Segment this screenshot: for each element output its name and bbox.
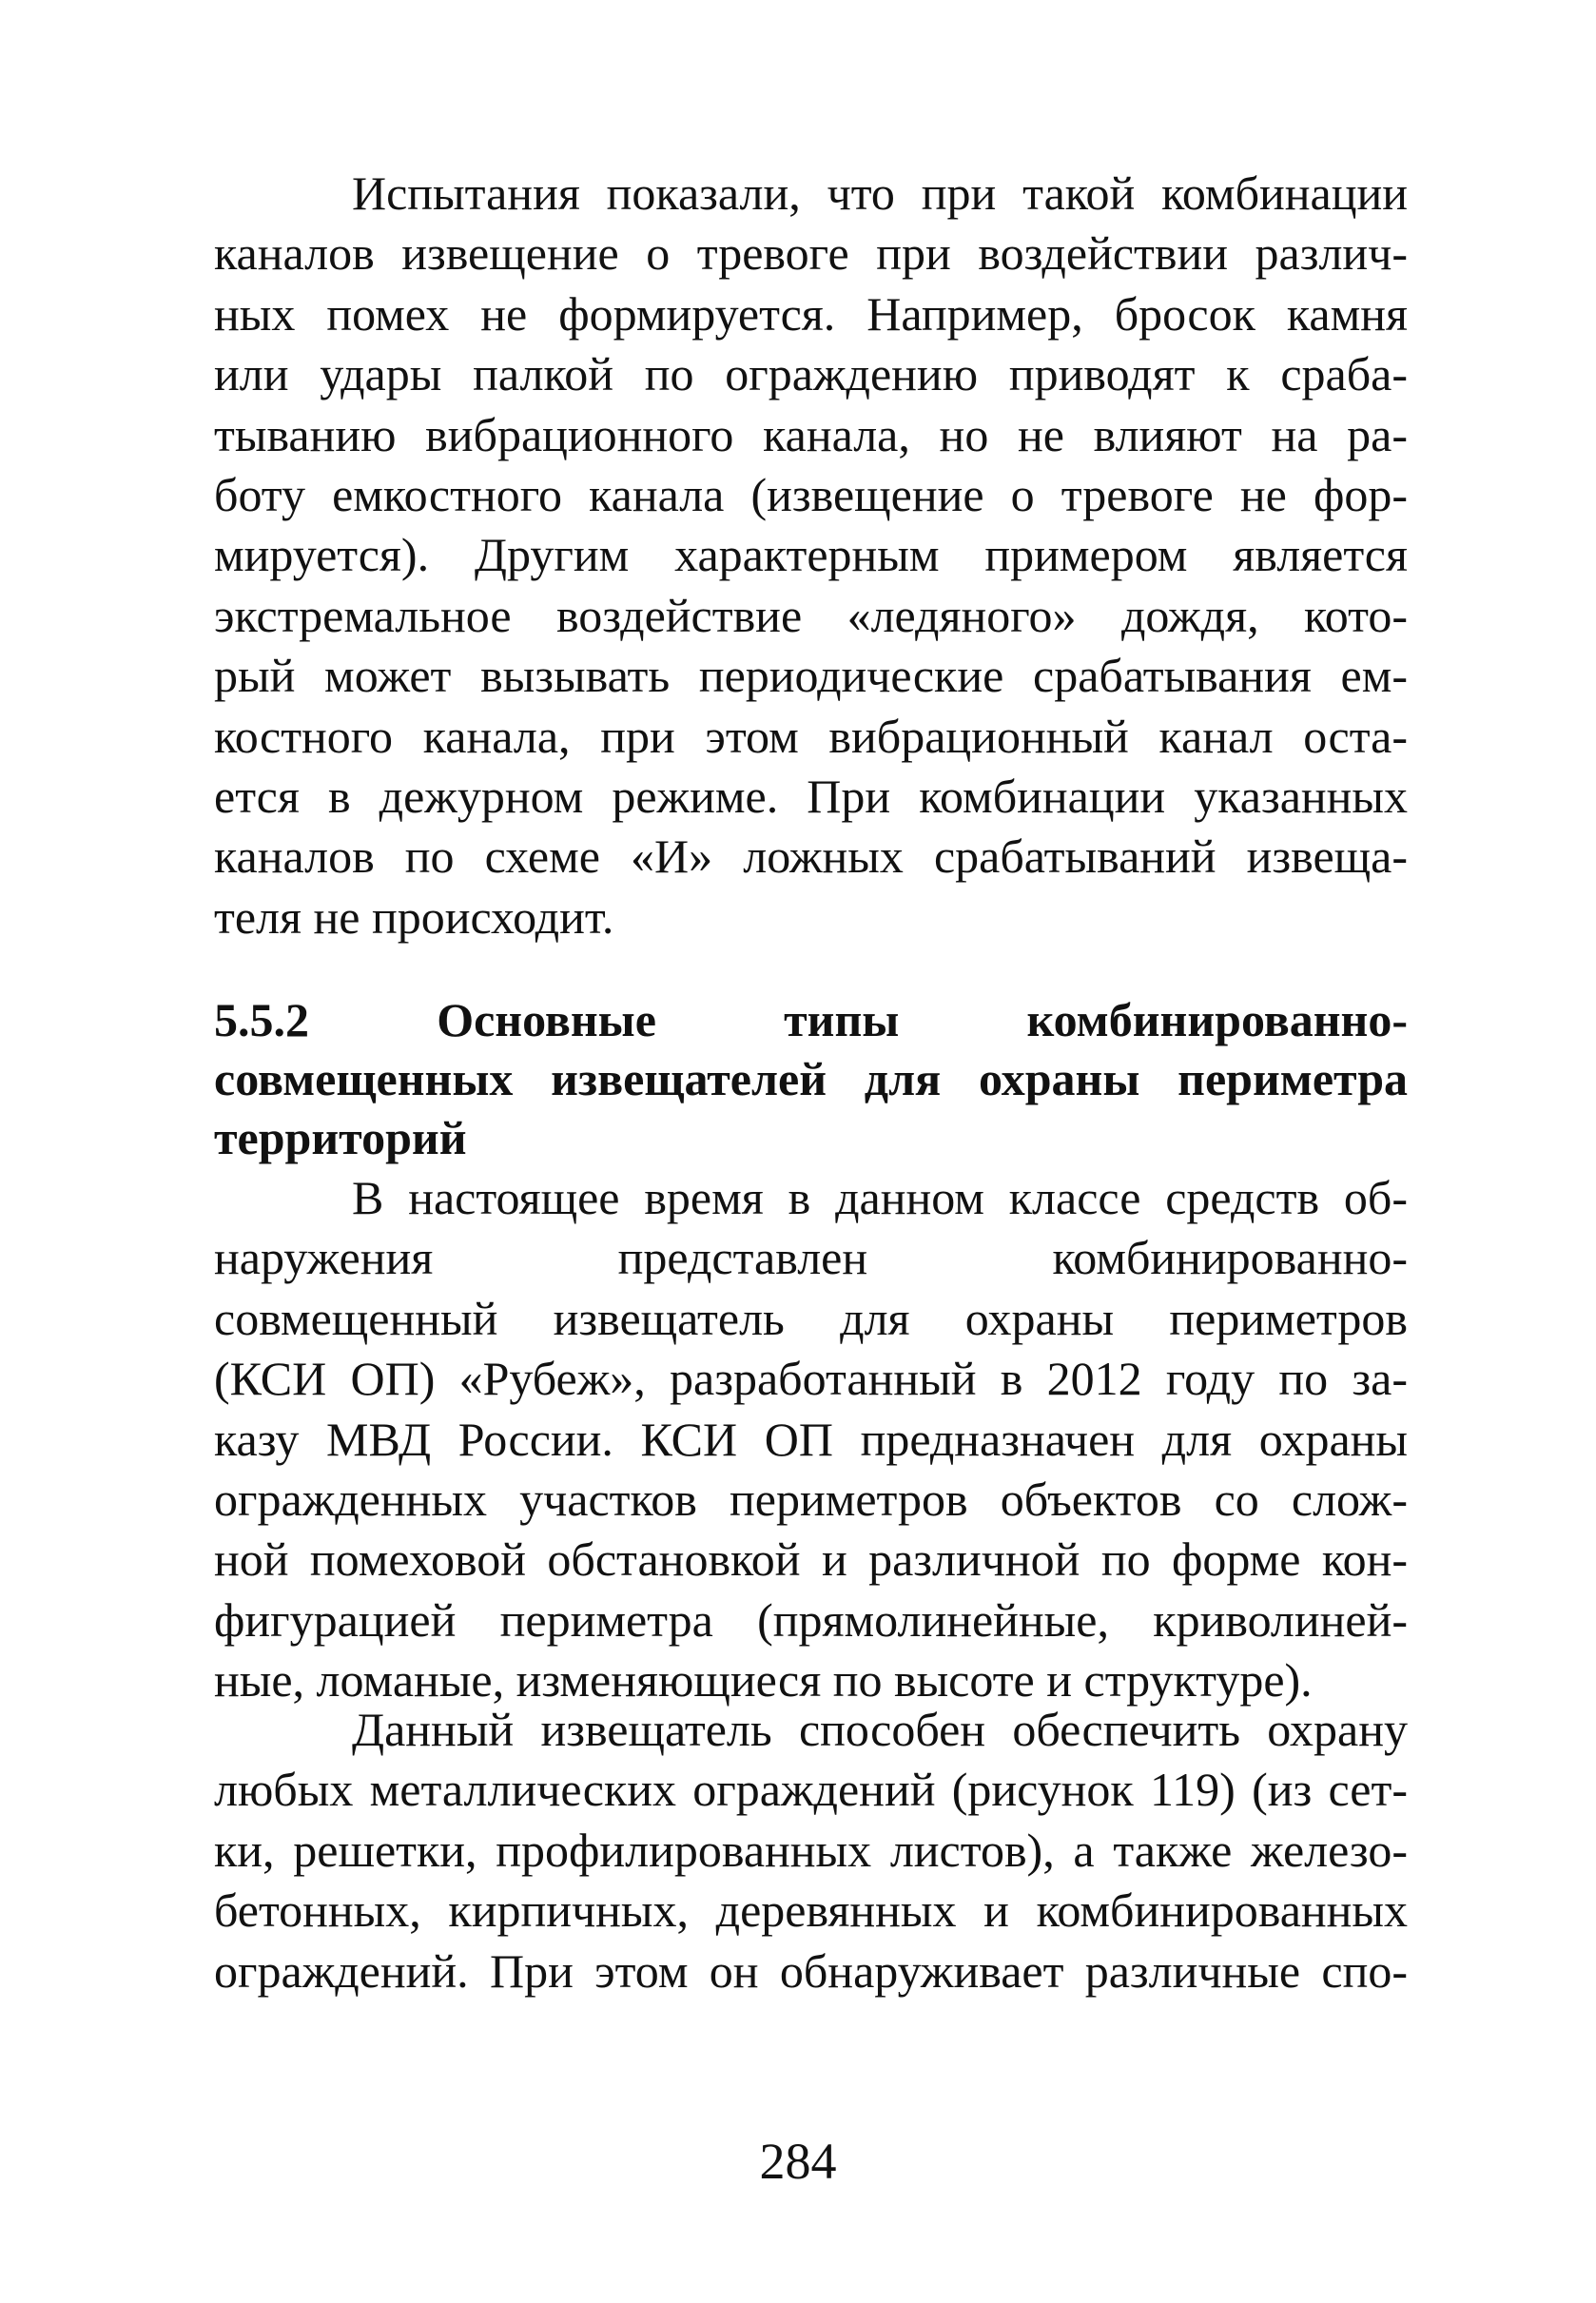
paragraph-rubezh-description: [214, 1168, 1408, 1711]
text-line: бетонных, кирпичных, деревянных и комбинированных: [214, 1883, 1408, 1938]
heading-line: совмещенных извещателей для охраны периметра: [214, 1052, 1408, 1105]
text-line: Испытания показали, что при такой комбинации: [352, 166, 1408, 220]
text-line: ется в дежурном режиме. При комбинации указанных: [214, 769, 1408, 823]
text-line: каналов по схеме «И» ложных срабатываний извеща-: [214, 829, 1408, 884]
text-line: наружения представлен комбинированно-: [214, 1231, 1408, 1285]
text-line: или удары палкой по ограждению приводят к сраба-: [214, 347, 1408, 401]
page-number: 284: [759, 2133, 837, 2190]
text-line: мируется). Другим характерным примером является: [214, 528, 1408, 582]
section-heading: [214, 990, 1408, 1167]
text-line: ной помеховой обстановкой и различной по форме кон-: [214, 1532, 1408, 1587]
text-line: боту емкостного канала (извещение о тревоге не фор-: [214, 467, 1408, 521]
text-line: костного канала, при этом вибрационный канал оста-: [214, 709, 1408, 763]
text-line: ные, ломаные, изменяющиеся по высоте и структуре).: [214, 1653, 1313, 1708]
text-line: (КСИ ОП) «Рубеж», разработанный в 2012 году по за-: [214, 1352, 1408, 1406]
text-line: фигурацией периметра (прямолинейные, криволиней-: [214, 1592, 1408, 1647]
text-line: ных помех не формируется. Например, бросок камня: [214, 286, 1408, 341]
text-line: огражденных участков периметров объектов со слож-: [214, 1472, 1408, 1526]
text-line: В настоящее время в данном классе средств об-: [352, 1171, 1408, 1224]
text-line: теля не происходит.: [214, 889, 614, 944]
heading-line: территорий: [214, 1111, 467, 1164]
text-line: совмещенный извещатель для охраны периметров: [214, 1291, 1408, 1345]
text-line: казу МВД России. КСИ ОП предназначен для охраны: [214, 1412, 1408, 1466]
heading-line: 5.5.2 Основные типы комбинированно-: [214, 993, 1408, 1046]
text-line: любых металлических ограждений (рисунок 119) (из сет-: [214, 1763, 1408, 1817]
text-line: каналов извещение о тревоге при воздействии различ-: [214, 226, 1408, 281]
text-line: Данный извещатель способен обеспечить охрану: [352, 1703, 1408, 1756]
text-line: ограждений. При этом он обнаруживает различные спо-: [214, 1943, 1408, 1998]
text-line: тыванию вибрационного канала, но не влияют на ра-: [214, 407, 1408, 461]
paragraph-fence-protection: [214, 1700, 1408, 2001]
text-line: экстремальное воздействие «ледяного» дождя, кото-: [214, 588, 1408, 642]
text-line: рый может вызывать периодические срабатывания ем-: [214, 649, 1408, 703]
paragraph-test-results: [214, 164, 1408, 947]
text-line: ки, решетки, профилированных листов), а также железо-: [214, 1823, 1408, 1877]
